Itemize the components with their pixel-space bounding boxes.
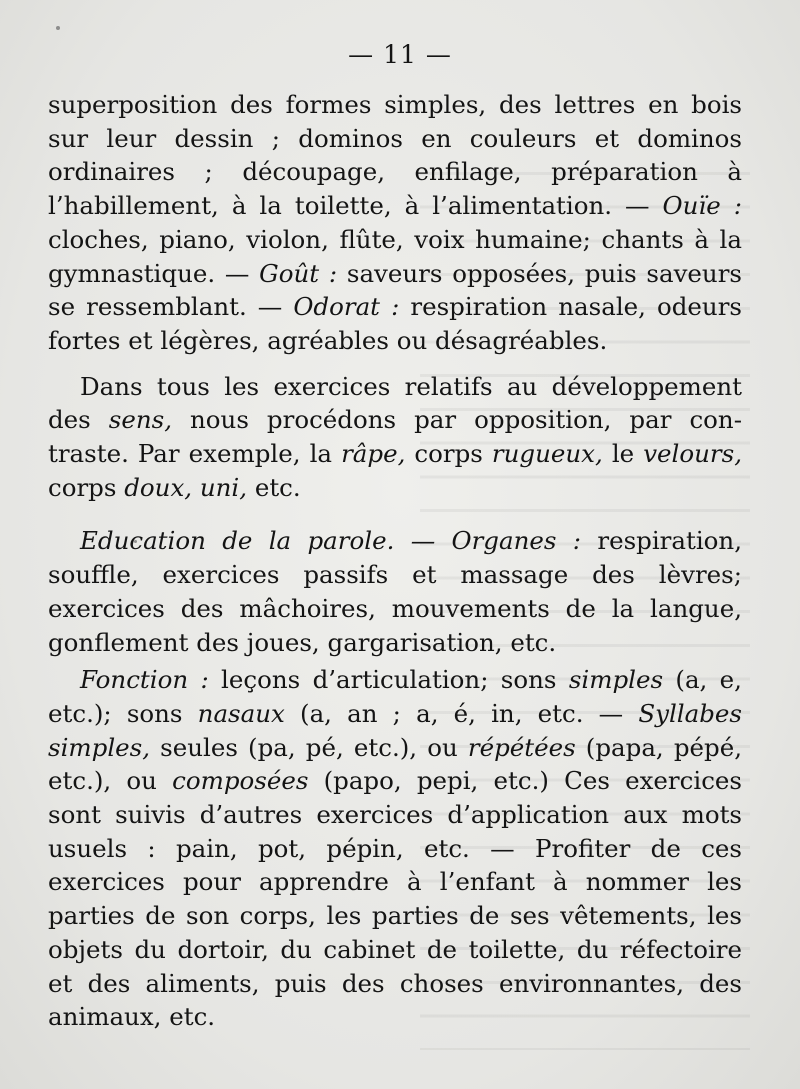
- page-number: — 11 —: [348, 40, 452, 69]
- italic-term-ouie: Ouïe :: [662, 191, 742, 221]
- text-run: (papa, pépé, etc.), ou: [48, 732, 742, 796]
- text-run: leçons d’articulation; sons: [208, 665, 569, 695]
- italic-term-odorat: Odorat :: [293, 292, 400, 322]
- italic-term: composées: [172, 766, 309, 796]
- text-run: (a, e, etc.); sons: [48, 665, 742, 728]
- text-run: respiration nasale, odeurs fortes et légères, agréables ou désagréables.: [48, 292, 742, 355]
- text-run: cloches, piano, violon, flûte, voix humaine; chants à la gymnastique. —: [48, 224, 742, 288]
- text-run: etc.: [247, 472, 301, 502]
- italic-term: répétées: [467, 732, 576, 762]
- italic-term: doux, uni,: [124, 472, 248, 502]
- italic-term: simples: [568, 665, 664, 695]
- body-text: [48, 88, 742, 1034]
- italic-term: sens,: [108, 405, 172, 435]
- text-run: corps: [405, 439, 492, 469]
- italic-term-fonction: Fonction :: [80, 665, 209, 695]
- paragraph-speech-organs: [48, 524, 742, 659]
- text-run: corps: [48, 472, 125, 502]
- text-run: nous procédons par opposition, par contraste. Par exemple, la: [48, 405, 742, 469]
- text-run: (a, an ; a, é, in, etc. —: [284, 698, 639, 728]
- italic-term: rugueux,: [491, 439, 603, 469]
- text-run: Dans tous les exercices relatifs au développement des: [48, 371, 742, 435]
- italic-term: Syllabes simples,: [48, 698, 742, 762]
- text-run: respiration, souffle, exercices passifs et massage des lèvres; exercices des mâchoires, mouvements de la langue, gonflement des joues, gargarisation, etc.: [48, 526, 742, 657]
- text-run: superposition des formes simples, des lettres en bois sur leur dessin ; dominos en couleurs et dominos ordinaires ; découpage, enfilage, préparation à l’habillement, à la toilette, à l’alimentation. —: [48, 90, 742, 221]
- text-run: seules (pa, pé, etc.), ou: [150, 732, 468, 762]
- italic-term: nasaux: [197, 698, 285, 728]
- italic-term-gout: Goût :: [259, 258, 338, 288]
- text-run: le: [602, 439, 644, 469]
- italic-term: râpe,: [341, 439, 406, 469]
- paragraph-contrast: [48, 370, 742, 505]
- section-heading-speech: Education de la parole. — Organes :: [80, 526, 582, 556]
- text-run: saveurs opposées, puis saveurs se ressemblant. —: [48, 258, 742, 322]
- italic-term: velours,: [643, 439, 742, 469]
- text-run: (papo, pepi, etc.) Ces exercices sont suivis d’autres exercices d’application aux mots usuels : pain, pot, pépin, etc. — Profiter de ces exercices pour apprendre à l’enfant à nommer les parties de son corps, les parties de ses vêtements, les objets du dortoir, du cabinet de toilette, du réfectoire et des aliments, puis des choses environnantes, des animaux, etc.: [48, 766, 742, 1032]
- paragraph-speech-function: [48, 663, 742, 1034]
- paragraph-senses-list: [48, 88, 742, 358]
- paper-speck: [56, 26, 60, 30]
